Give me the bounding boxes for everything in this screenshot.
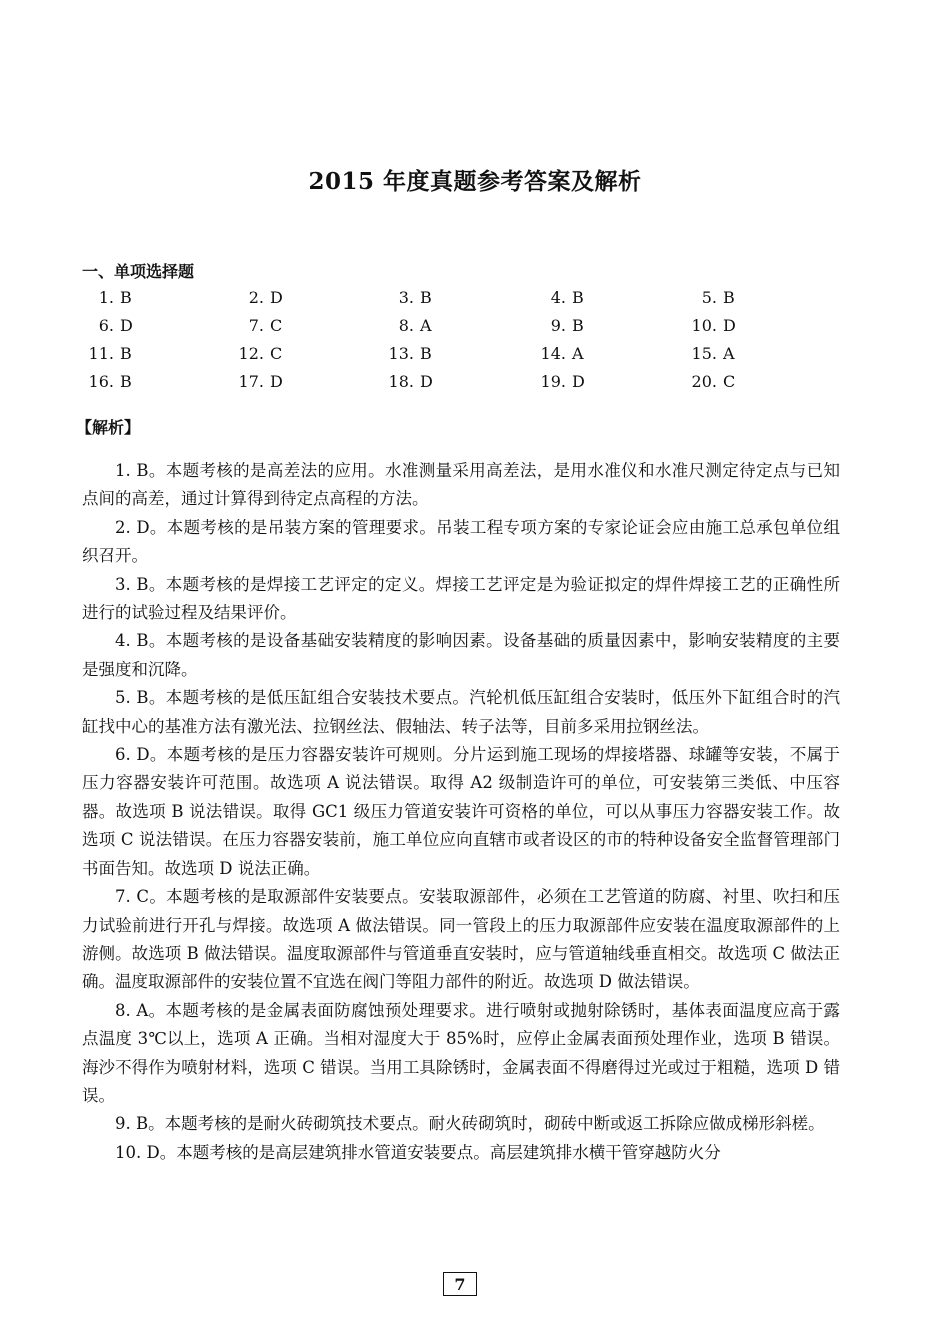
answer-letter: B [120, 288, 132, 307]
answer-letter: C [270, 344, 283, 363]
question-number: 16. [88, 372, 114, 391]
question-number: 19. [540, 372, 566, 391]
answer-item [232, 372, 283, 391]
explanation-paragraph: 7. C。本题考核的是取源部件安装要点。安装取源部件，必须在工艺管道的防腐、衬里、吹扫和压力试验前进行开孔与焊接。故选项 A 做法错误。同一管段上的压力取源部件应安装在温度取源部件的上游侧。故选项 B 做法错误。温度取源部件与管道垂直安装时，应与管道轴线垂直相交。故选项 C 做法正确。温度取源部件的安装位置不宜选在阀门等阻力部件的附近。故选项 D 做法错误。 [82, 887, 840, 992]
answer-letter: D [572, 372, 585, 391]
answer-item [232, 288, 283, 307]
answer-letter: B [572, 316, 584, 335]
question-number: 8. [398, 316, 414, 335]
answer-item [685, 372, 735, 391]
page-number: 7 [443, 1272, 477, 1296]
question-number: 18. [388, 372, 414, 391]
page-title: 2015 年度真题参考答案及解析 [308, 168, 642, 195]
answer-row [82, 344, 782, 372]
answer-letter: B [120, 372, 132, 391]
answer-item [382, 316, 432, 335]
answer-letter: B [420, 344, 432, 363]
answer-item [82, 344, 132, 363]
answer-item [685, 288, 735, 307]
answer-letter: D [270, 372, 283, 391]
question-number: 11. [88, 344, 114, 363]
answer-letter: B [723, 288, 735, 307]
answer-letter: B [572, 288, 584, 307]
section-heading: 一、单项选择题 [82, 262, 195, 281]
answer-letter: D [723, 316, 736, 335]
analysis-heading: 【解析】 [76, 418, 141, 437]
question-number: 5. [701, 288, 717, 307]
answer-letter: D [420, 372, 433, 391]
explanation-paragraph: 6. D。本题考核的是压力容器安装许可规则。分片运到施工现场的焊接塔器、球罐等安装，不属于压力容器安装许可范围。故选项 A 说法错误。取得 A2 级制造许可的单位，可安装第三类低、中压容器。故选项 B 说法错误。取得 GC1 级压力管道安装许可资格的单位，可以从事压力容器安装工作。故选项 C 说法错误。在压力容器安装前，施工单位应向直辖市或者设区的市的特种设备安全监督管理部门书面告知。故选项 D 说法正确。 [82, 745, 840, 878]
answer-item [82, 316, 133, 335]
explanation-paragraph: 10. D。本题考核的是高层建筑排水管道安装要点。高层建筑排水横干管穿越防火分 [115, 1142, 721, 1162]
question-number: 4. [550, 288, 566, 307]
question-number: 13. [388, 344, 414, 363]
question-number: 6. [98, 316, 114, 335]
answer-item [534, 344, 584, 363]
answer-item [82, 288, 132, 307]
explanation-paragraph: 4. B。本题考核的是设备基础安装精度的影响因素。设备基础的质量因素中，影响安装精度的主要是强度和沉降。 [82, 631, 840, 679]
explanation-paragraph: 1. B。本题考核的是高差法的应用。水准测量采用高差法，是用水准仪和水准尺测定待定点与已知点间的高差，通过计算得到待定点高程的方法。 [82, 461, 840, 509]
answer-row [82, 316, 782, 344]
question-number: 20. [691, 372, 717, 391]
question-number: 7. [248, 316, 264, 335]
answer-item [534, 316, 584, 335]
question-number: 2. [248, 288, 264, 307]
answer-item [232, 316, 282, 335]
answer-row [82, 372, 782, 400]
answer-letter: C [270, 316, 283, 335]
question-number: 12. [238, 344, 264, 363]
answer-row [82, 288, 782, 316]
question-number: 17. [238, 372, 264, 391]
question-number: 3. [398, 288, 414, 307]
question-number: 14. [540, 344, 566, 363]
explanation-paragraph: 9. B。本题考核的是耐火砖砌筑技术要点。耐火砖砌筑时，砌砖中断或返工拆除应做成梯形斜槎。 [115, 1114, 825, 1134]
answer-item [685, 344, 735, 363]
answer-item [534, 288, 584, 307]
answer-item [382, 344, 432, 363]
answer-letter: A [572, 344, 584, 363]
answer-item [82, 372, 132, 391]
answer-letter: D [270, 288, 283, 307]
answer-item [232, 344, 282, 363]
answer-letter: B [120, 344, 132, 363]
answer-letter: D [120, 316, 133, 335]
question-number: 10. [691, 316, 717, 335]
answer-letter: C [723, 372, 736, 391]
question-number: 15. [691, 344, 717, 363]
answer-item [534, 372, 585, 391]
answer-item [382, 288, 432, 307]
explanation-paragraph: 5. B。本题考核的是低压缸组合安装技术要点。汽轮机低压缸组合安装时，低压外下缸组合时的汽缸找中心的基准方法有激光法、拉钢丝法、假轴法、转子法等，目前多采用拉钢丝法。 [82, 688, 840, 736]
question-number: 9. [550, 316, 566, 335]
answer-letter: A [723, 344, 735, 363]
explanation-paragraph: 8. A。本题考核的是金属表面防腐蚀预处理要求。进行喷射或抛射除锈时，基体表面温度应高于露点温度 3℃以上，选项 A 正确。当相对湿度大于 85%时，应停止金属表面预处理作业，选项 B 错误。海沙不得作为喷射材料，选项 C 错误。当用工具除锈时，金属表面不得磨得过光或过于粗糙，选项 D 错误。 [82, 1000, 840, 1105]
explanation-list [82, 457, 840, 1167]
answer-key-table [82, 288, 782, 400]
answer-letter: B [420, 288, 432, 307]
explanation-paragraph: 2. D。本题考核的是吊装方案的管理要求。吊装工程专项方案的专家论证会应由施工总承包单位组织召开。 [82, 517, 840, 566]
answer-item [382, 372, 433, 391]
question-number: 1. [98, 288, 114, 307]
answer-letter: A [420, 316, 432, 335]
answer-item [685, 316, 736, 335]
explanation-paragraph: 3. B。本题考核的是焊接工艺评定的定义。焊接工艺评定是为验证拟定的焊件焊接工艺的正确性所进行的试验过程及结果评价。 [82, 574, 840, 623]
